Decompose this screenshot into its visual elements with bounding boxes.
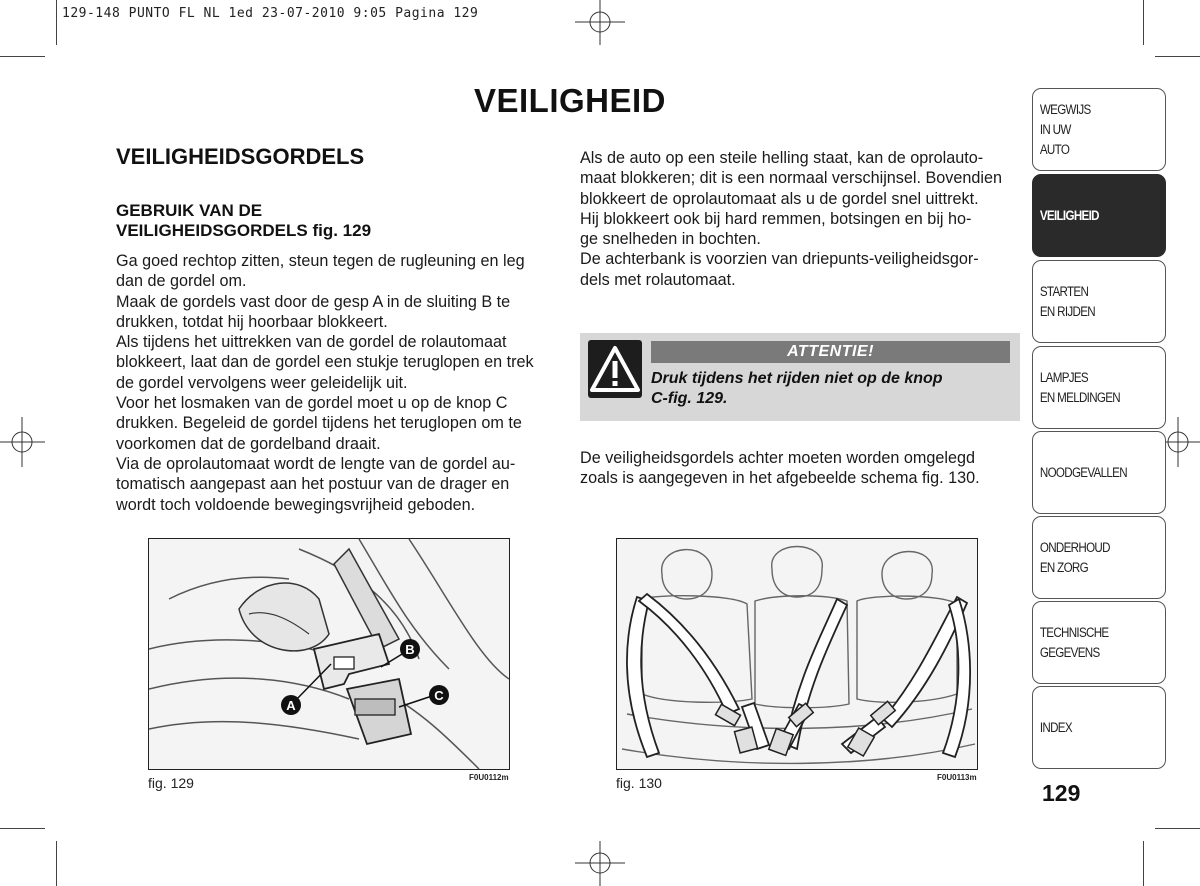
crop-mark: [1143, 0, 1144, 45]
tab-lampjes[interactable]: [1032, 346, 1166, 429]
figure-130-caption: fig. 130: [616, 775, 662, 791]
tab-wegwijs[interactable]: [1032, 88, 1166, 171]
crop-mark: [0, 828, 45, 829]
crop-mark: [1143, 841, 1144, 886]
tab-technische[interactable]: [1032, 601, 1166, 684]
print-header: 129-148 PUNTO FL NL 1ed 23-07-2010 9:05 Pagina 129: [62, 6, 479, 21]
page-number: 129: [1042, 780, 1081, 806]
registration-mark-left: [0, 417, 45, 467]
figure-130: [616, 538, 978, 770]
tab-starten[interactable]: [1032, 260, 1166, 343]
crop-mark: [56, 0, 57, 45]
crop-mark: [0, 56, 45, 57]
tab-label: WEGWIJS IN UW AUTO: [1039, 101, 1091, 157]
registration-mark-bottom: [575, 841, 625, 886]
label-b: B: [405, 642, 415, 657]
label-a: A: [286, 698, 296, 713]
rear-seatbelts-illustration: [617, 539, 977, 769]
tab-label: VEILIGHEID: [1039, 207, 1099, 223]
tab-label: NOODGEVALLEN: [1039, 464, 1127, 480]
tab-onderhoud[interactable]: [1032, 516, 1166, 599]
subsection-heading: GEBRUIK VAN DE VEILIGHEIDSGORDELS fig. 129: [116, 201, 372, 240]
figure-130-code: F0U0113m: [937, 773, 977, 782]
warning-triangle-icon: [588, 340, 642, 398]
seatbelt-buckle-illustration: [149, 539, 509, 769]
tab-label: TECHNISCHE GEGEVENS: [1039, 624, 1109, 660]
figure-129-caption: fig. 129: [148, 775, 194, 791]
warning-text: Druk tijdens het rijden niet op de knop C-fig. 129.: [651, 370, 943, 407]
tab-noodgevallen[interactable]: [1032, 431, 1166, 514]
crop-mark: [56, 841, 57, 886]
warning-box: [580, 333, 1020, 421]
warning-header: ATTENTIE!: [651, 341, 1010, 363]
crop-mark: [1155, 56, 1200, 57]
tab-index[interactable]: [1032, 686, 1166, 769]
page-title: VEILIGHEID: [473, 82, 667, 119]
tab-label: LAMPJES EN MELDINGEN: [1039, 369, 1121, 405]
figure-129: [148, 538, 510, 770]
tab-label: STARTEN EN RIJDEN: [1039, 283, 1095, 319]
registration-mark-top: [575, 0, 625, 45]
tab-label: ONDERHOUD EN ZORG: [1039, 539, 1110, 575]
section-heading: VEILIGHEIDSGORDELS: [116, 144, 365, 169]
figure-129-code: F0U0112m: [469, 773, 509, 782]
right-column-text: Als de auto op een steile helling staat, kan de oprolauto- maat blokkeren; dit is een normaal verschijnsel. Bovendien blokkeert de oprolautomaat als u de gordel snel uittrekt. Hij blokkeert ook bij hard remmen, botsingen en bij ho- ge snelheden in bochten. De achterbank is voorzien van driepunts-veiligheidsgor- dels met rolautomaat.: [580, 149, 1002, 289]
right-column-text-2: De veiligheidsgordels achter moeten worden omgelegd zoals is aangegeven in het afgebeelde schema fig. 130.: [580, 449, 980, 488]
label-c: C: [434, 688, 444, 703]
tab-veiligheid[interactable]: [1032, 174, 1166, 257]
crop-mark: [1155, 828, 1200, 829]
left-column-text: Ga goed rechtop zitten, steun tegen de rugleuning en leg dan de gordel om. Maak de gordels vast door de gesp A in de sluiting B te drukken, totdat hij hoorbaar blokkeert. Als tijdens het uittrekken van de gordel de rolautomaat blokkeert, laat dan de gordel een stukje teruglopen en trek de gordel vervolgens weer geleidelijk uit. Voor het losmaken van de gordel moet u op de knop C drukken. Begeleid de gordel tijdens het teruglopen om te voorkomen dat de gordelband draait. Via de oprolautomaat wordt de lengte van de gordel au- tomatisch aangepast aan het postuur van de drager en wordt toch voldoende bewegingsvrijheid geboden.: [116, 252, 534, 514]
tab-label: INDEX: [1039, 719, 1072, 735]
